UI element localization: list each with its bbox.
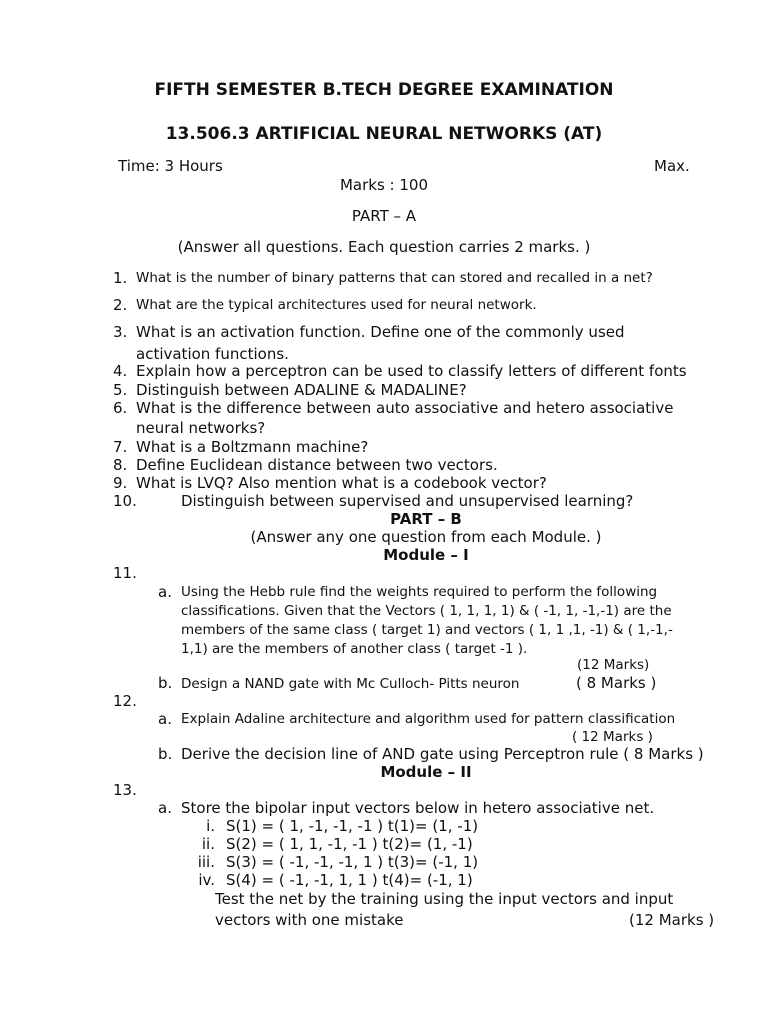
q11a-label: a. bbox=[158, 583, 172, 601]
q3-text-line2: activation functions. bbox=[136, 345, 289, 363]
q11a-text-line3: members of the same class ( target 1) and vectors ( 1, 1 ,1, -1) & ( 1,-1,- bbox=[181, 622, 673, 638]
q11a-text-line2: classifications. Given that the Vectors ( 1, 1, 1, 1) & ( -1, 1, -1,-1) are the bbox=[181, 603, 672, 619]
q6-number: 6. bbox=[113, 399, 128, 417]
q5-text: Distinguish between ADALINE & MADALINE? bbox=[136, 381, 467, 399]
q1-number: 1. bbox=[113, 269, 128, 287]
q7-text: What is a Boltzmann machine? bbox=[136, 438, 369, 456]
q13-item-roman: iii. bbox=[197, 853, 215, 871]
q8-text: Define Euclidean distance between two vectors. bbox=[136, 456, 498, 474]
q11a-marks: (12 Marks) bbox=[577, 657, 650, 673]
q7-number: 7. bbox=[113, 438, 128, 456]
q11-number: 11. bbox=[113, 564, 137, 582]
q10-number: 10. bbox=[113, 492, 137, 510]
module-2-title: Module – II bbox=[380, 763, 472, 781]
exam-title: FIFTH SEMESTER B.TECH DEGREE EXAMINATION bbox=[154, 80, 614, 100]
max-marks: Marks : 100 bbox=[339, 176, 429, 194]
q13-item-roman: iv. bbox=[198, 871, 215, 889]
q12a-marks: ( 12 Marks ) bbox=[572, 729, 653, 745]
q13a-text: Store the bipolar input vectors below in hetero associative net. bbox=[181, 799, 655, 817]
q13-item-text: S(3) = ( -1, -1, -1, 1 ) t(3)= (-1, 1) bbox=[226, 853, 479, 871]
q11b-label: b. bbox=[158, 674, 173, 692]
q11a-text-line4: 1,1) are the members of another class ( target -1 ). bbox=[181, 641, 528, 657]
q13-item-roman: i. bbox=[206, 817, 215, 835]
part-a-title: PART – A bbox=[351, 207, 417, 225]
q9-number: 9. bbox=[113, 474, 128, 492]
q11b-marks: ( 8 Marks ) bbox=[576, 674, 657, 692]
q13-item-text: S(1) = ( 1, -1, -1, -1 ) t(1)= (1, -1) bbox=[226, 817, 479, 835]
q13-test-line1: Test the net by the training using the input vectors and input bbox=[215, 890, 674, 908]
q9-text: What is LVQ? Also mention what is a codebook vector? bbox=[136, 474, 547, 492]
exam-time: Time: 3 Hours bbox=[118, 157, 223, 175]
max-label: Max. bbox=[654, 157, 690, 175]
q12a-text: Explain Adaline architecture and algorithm used for pattern classification bbox=[181, 711, 676, 727]
q6-text-line1: What is the difference between auto associative and hetero associative bbox=[136, 399, 674, 417]
q13-item-roman: ii. bbox=[201, 835, 215, 853]
q13-test-line2: vectors with one mistake bbox=[215, 911, 404, 929]
q2-text: What are the typical architectures used for neural network. bbox=[136, 297, 537, 313]
q1-text: What is the number of binary patterns that can stored and recalled in a net? bbox=[136, 270, 653, 286]
q2-number: 2. bbox=[113, 296, 128, 314]
q10-text: Distinguish between supervised and unsupervised learning? bbox=[181, 492, 634, 510]
q5-number: 5. bbox=[113, 381, 128, 399]
part-a-instruction: (Answer all questions. Each question carries 2 marks. ) bbox=[177, 238, 591, 256]
q11b-text: Design a NAND gate with Mc Culloch- Pitts neuron bbox=[181, 676, 520, 692]
q12b-label: b. bbox=[158, 745, 173, 763]
q11a-text-line1: Using the Hebb rule find the weights required to perform the following bbox=[181, 584, 658, 600]
q8-number: 8. bbox=[113, 456, 128, 474]
module-1-title: Module – I bbox=[383, 546, 469, 564]
q3-number: 3. bbox=[113, 323, 128, 341]
q4-number: 4. bbox=[113, 362, 128, 380]
q13a-label: a. bbox=[158, 799, 172, 817]
q13-number: 13. bbox=[113, 781, 137, 799]
q3-text-line1: What is an activation function. Define one of the commonly used bbox=[136, 323, 625, 341]
q13-item-text: S(2) = ( 1, 1, -1, -1 ) t(2)= (1, -1) bbox=[226, 835, 473, 853]
q6-text-line2: neural networks? bbox=[136, 419, 266, 437]
q13-item-text: S(4) = ( -1, -1, 1, 1 ) t(4)= (-1, 1) bbox=[226, 871, 473, 889]
q12a-label: a. bbox=[158, 710, 172, 728]
course-title: 13.506.3 ARTIFICIAL NEURAL NETWORKS (AT) bbox=[165, 124, 603, 144]
q13-marks: (12 Marks ) bbox=[629, 911, 715, 929]
part-b-title: PART – B bbox=[390, 510, 462, 528]
q4-text: Explain how a perceptron can be used to classify letters of different fonts bbox=[136, 362, 687, 380]
q12b-text: Derive the decision line of AND gate using Perceptron rule ( 8 Marks ) bbox=[181, 745, 704, 763]
q12-number: 12. bbox=[113, 692, 137, 710]
part-b-instruction: (Answer any one question from each Module. ) bbox=[250, 528, 602, 546]
